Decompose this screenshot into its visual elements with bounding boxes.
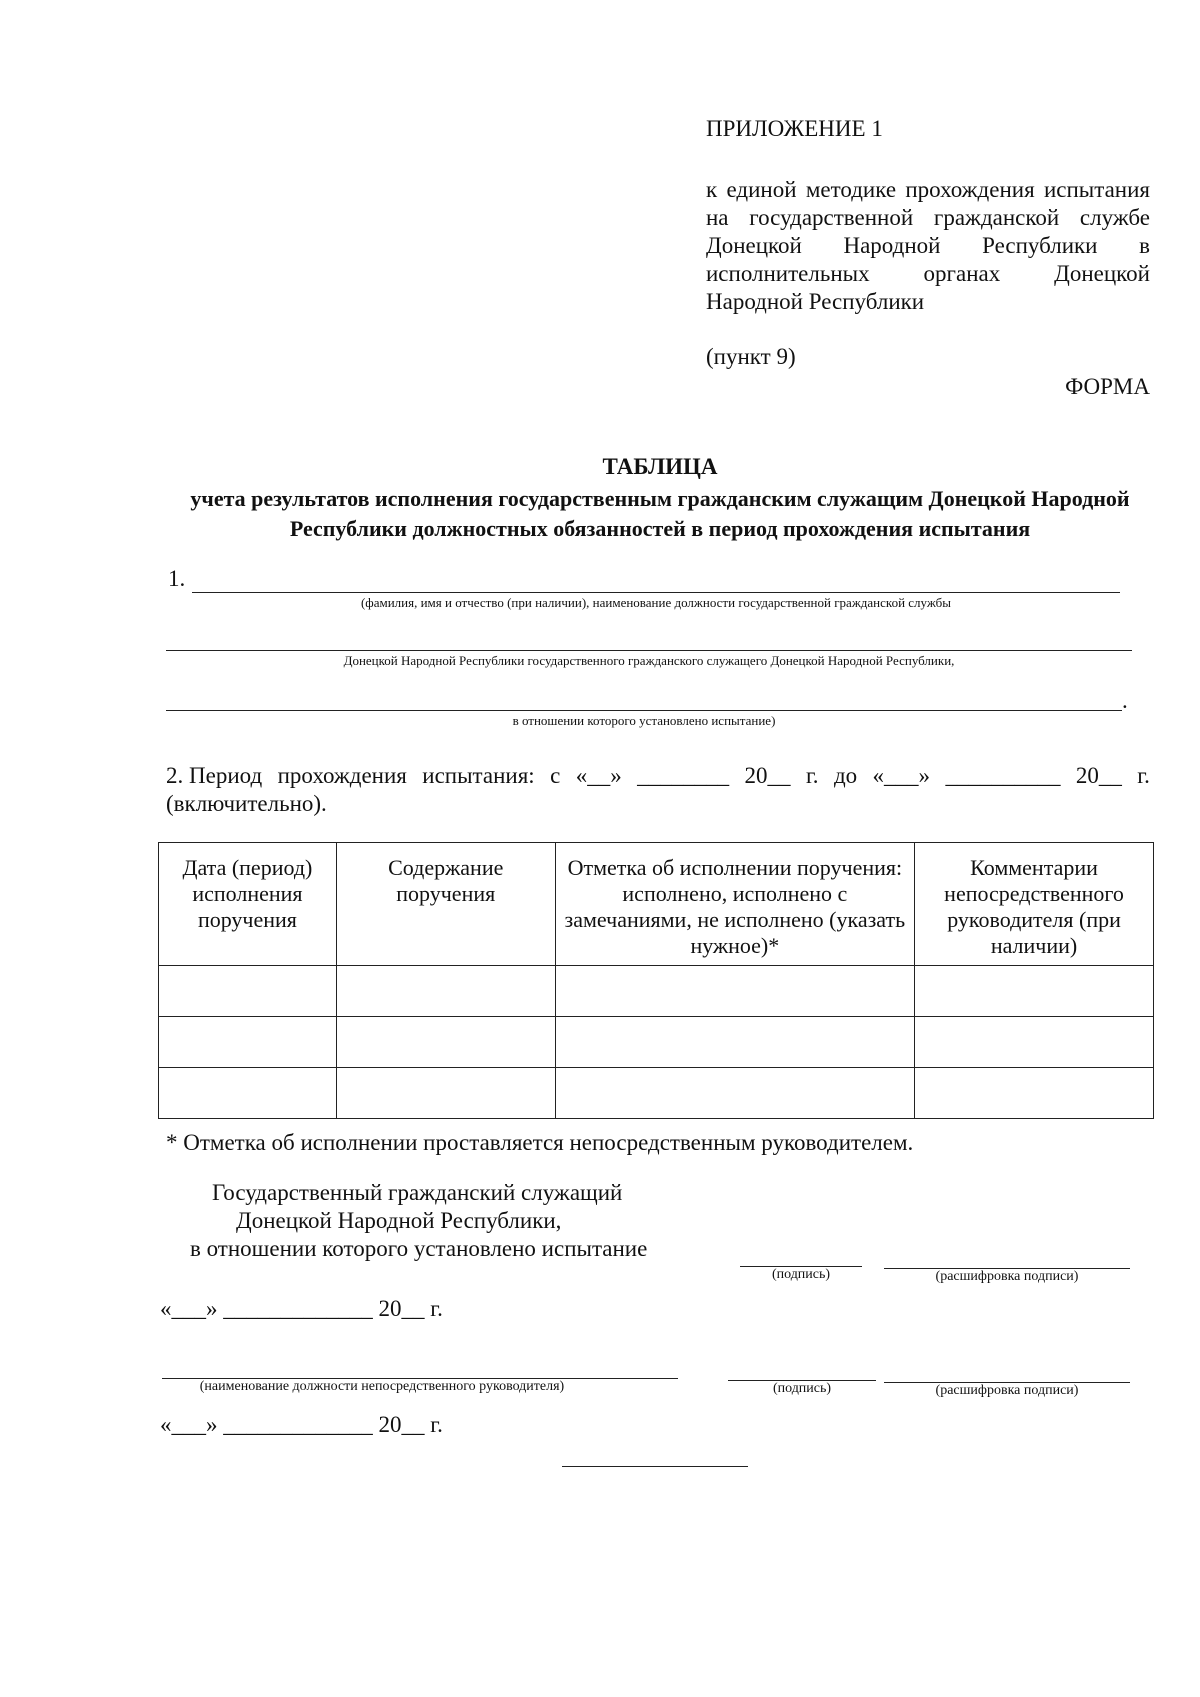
item-1-line-2[interactable] (166, 650, 1132, 651)
period-token: 2. Период (166, 763, 263, 788)
supervisor-position-caption: (наименование должности непосредственного руководителя) (199, 1379, 565, 1394)
supervisor-date[interactable]: «___» _____________ 20__ г. (160, 1412, 443, 1437)
results-table (158, 842, 1154, 1119)
period-end-year[interactable]: 20__ (1075, 763, 1122, 788)
table-row (159, 1017, 1154, 1068)
period-token: с (550, 763, 561, 788)
table-row (159, 1068, 1154, 1119)
table-cell[interactable] (555, 966, 914, 1017)
table-cell[interactable] (336, 1068, 555, 1119)
table-cell[interactable] (336, 1017, 555, 1068)
item-2-inclusive: (включительно). (166, 791, 327, 816)
period-token: г. (1137, 763, 1150, 788)
table-header-row (159, 843, 1154, 966)
officer-line-2: Донецкой Народной Республики, (236, 1208, 562, 1233)
item-2-period (166, 762, 1150, 818)
table-cell[interactable] (159, 966, 337, 1017)
table-subtitle: учета результатов исполнения государственным гражданским служащим Донецкой Народной Республики должностных обязанностей в период прохождения испытания (190, 486, 1130, 541)
item-1-caption-3: в отношении которого установлено испытание) (512, 713, 776, 728)
table-cell[interactable] (915, 1017, 1154, 1068)
table-cell[interactable] (555, 1068, 914, 1119)
period-start-day[interactable]: «__» (575, 763, 622, 788)
table-cell[interactable] (915, 1068, 1154, 1119)
item-1-caption-2: Донецкой Народной Республики государственного гражданского служащего Донецкой Народной Республики, (343, 653, 955, 668)
table-title: ТАБЛИЦА (602, 454, 718, 479)
item-1-line-1[interactable] (192, 592, 1120, 593)
period-end-month[interactable]: __________ (945, 763, 1061, 788)
item-1-line-3[interactable] (166, 710, 1122, 711)
supervisor-signature-caption: (подпись) (772, 1381, 832, 1396)
table-cell[interactable] (336, 966, 555, 1017)
period-start-year[interactable]: 20__ (744, 763, 791, 788)
officer-line-1: Государственный гражданский служащий (212, 1180, 623, 1205)
item-1-number: 1. (168, 566, 186, 591)
officer-date[interactable]: «___» _____________ 20__ г. (160, 1296, 443, 1321)
table-cell[interactable] (555, 1017, 914, 1068)
period-token: до (833, 763, 858, 788)
period-token: прохождения (277, 763, 407, 788)
period-end-day[interactable]: «___» (872, 763, 931, 788)
footnote: * Отметка об исполнении проставляется непосредственным руководителем. (166, 1130, 914, 1155)
table-cell[interactable] (915, 966, 1154, 1017)
form-label: ФОРМА (1065, 374, 1150, 399)
officer-decoding-caption: (расшифровка подписи) (935, 1269, 1079, 1284)
appendix-description: к единой методике прохождения испытания на государственной гражданской службе Донецкой Народной Республики в исполнительных органах Донецкой Народной Республики (706, 177, 1150, 314)
header-date: Дата (период) исполнения поручения (159, 843, 337, 966)
item-2-period-line (166, 762, 1150, 790)
supervisor-decoding-caption: (расшифровка подписи) (935, 1383, 1079, 1398)
period-start-month[interactable]: ________ (637, 763, 730, 788)
table-row (159, 966, 1154, 1017)
item-1-end-dot: . (1122, 688, 1128, 713)
header-content: Содержание поручения (336, 843, 555, 966)
point-reference: (пункт 9) (706, 344, 796, 369)
table-cell[interactable] (159, 1068, 337, 1119)
item-1-caption-1: (фамилия, имя и отчество (при наличии), наименование должности государственной гражданской службы (360, 595, 952, 610)
officer-line-3: в отношении которого установлено испытание (190, 1236, 648, 1261)
closing-separator (562, 1466, 748, 1467)
period-token: г. (805, 763, 819, 788)
appendix-title: ПРИЛОЖЕНИЕ 1 (706, 116, 883, 141)
officer-signature-caption: (подпись) (771, 1267, 831, 1282)
header-comments: Комментарии непосредственного руководителя (при наличии) (915, 843, 1154, 966)
header-mark: Отметка об исполнении поручения: исполнено, исполнено с замечаниями, не исполнено (указать нужное)* (555, 843, 914, 966)
period-token: испытания: (422, 763, 535, 788)
table-cell[interactable] (159, 1017, 337, 1068)
